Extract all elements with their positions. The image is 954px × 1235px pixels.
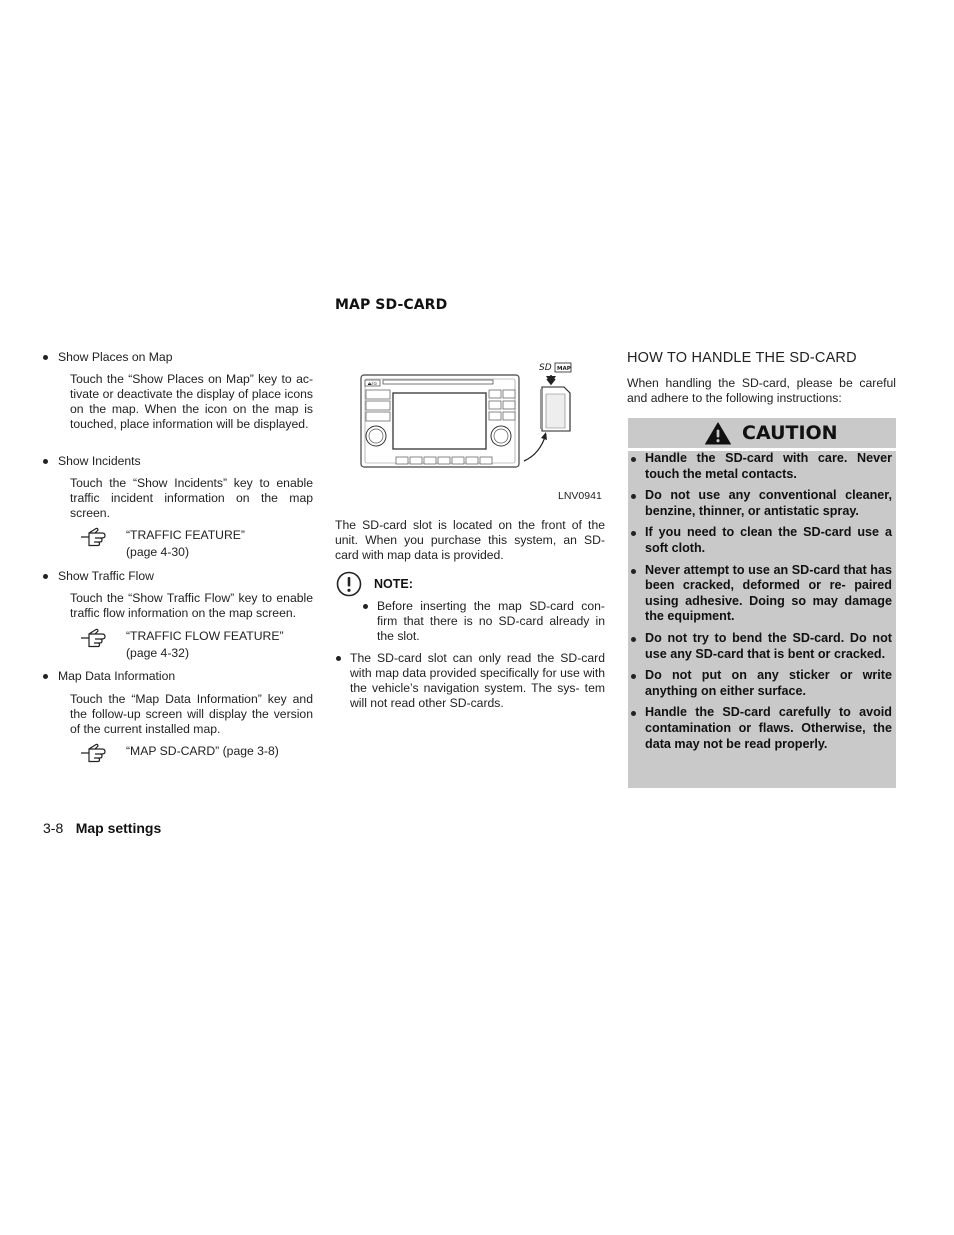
bullet-icon (631, 569, 636, 574)
sd-logo: SD (539, 363, 552, 373)
caution-text: Do not put on any sticker or write anything on either surface. (645, 668, 892, 698)
bullet-icon (631, 637, 636, 642)
sd-slot-note: The SD-card slot can only read the SD-card with map data provided specifically for use with the vehicle’s navigation system. The sys- tem will not read other SD-cards. (350, 651, 605, 710)
caution-text: Never attempt to use an SD-card that has been cracked, deformed or re- paired using adhesive. Doing so may damage the equipment. (645, 562, 892, 624)
subsection-heading: HOW TO HANDLE THE SD-CARD (627, 350, 857, 366)
caution-item (628, 525, 896, 556)
intro-paragraph: When handling the SD-card, please be careful and adhere to the following instructions: (627, 376, 896, 405)
caution-item (628, 668, 896, 699)
item-title: Show Places on Map (58, 350, 173, 364)
item-title: Map Data Information (58, 669, 176, 683)
exclamation-circle-icon (336, 571, 362, 597)
caution-item (628, 563, 896, 625)
caution-text: Handle the SD-card with care. Never touch the metal contacts. (645, 451, 892, 481)
pointing-hand-icon (80, 743, 110, 763)
map-badge: MAP (557, 366, 571, 372)
list-item (43, 350, 173, 365)
bullet-icon (631, 711, 636, 716)
bullet-icon (43, 674, 48, 679)
note-text: Before inserting the map SD-card con- firm that there is no SD-card already in the slot. (377, 599, 605, 643)
caution-text: Do not use any conventional cleaner, benzine, thinner, or antistatic spray. (645, 488, 892, 518)
reference-page: (page 4-32) (126, 646, 190, 660)
eject-button-label: ⏏/⊙ (367, 382, 378, 387)
caution-item (628, 488, 896, 519)
caution-header (628, 418, 896, 448)
pointing-hand-icon (80, 628, 110, 648)
list-item (43, 454, 141, 469)
cross-reference (126, 629, 284, 661)
item-title: Show Incidents (58, 454, 141, 468)
page-number: 3-8 (43, 820, 64, 836)
bullet-icon (43, 355, 48, 360)
note-label: NOTE: (374, 577, 413, 591)
nav-unit-illustration (358, 360, 603, 480)
caution-text: If you need to clean the SD-card use a soft cloth. (645, 525, 892, 555)
chapter-title: Map settings (75, 820, 162, 836)
section-title: MAP SD-CARD (335, 297, 448, 313)
bullet-icon (631, 531, 636, 536)
list-item (336, 651, 605, 711)
item-description: Touch the “Show Places on Map” key to ac- tivate or deactivate the display of place icons on the map. When the icon on the map is touched, place information will be displayed. (70, 372, 313, 431)
pointing-hand-icon (80, 527, 110, 547)
figure-label: LNV0941 (558, 490, 602, 502)
caution-item (628, 705, 896, 752)
reference-page: (page 4-30) (126, 545, 190, 559)
item-description: Touch the “Map Data Information” key and the follow-up screen will display the version of the current installed map. (70, 692, 313, 736)
item-description: Touch the “Show Traffic Flow” key to enable traffic flow information on the map screen. (70, 591, 313, 620)
cross-reference (126, 528, 245, 560)
bullet-icon (631, 494, 636, 499)
reference-title: “TRAFFIC FEATURE” (126, 528, 245, 542)
note-item (363, 599, 605, 644)
cross-reference: “MAP SD-CARD” (page 3-8) (126, 744, 279, 758)
item-description: Touch the “Show Incidents” key to enable traffic incident information on the map screen. (70, 476, 313, 520)
caution-text: Handle the SD-card carefully to avoid contamination or flaws. Otherwise, the data may not be read properly. (645, 705, 892, 751)
caution-title: CAUTION (742, 422, 838, 444)
bullet-icon (43, 574, 48, 579)
page-footer (43, 820, 161, 838)
bullet-icon (336, 656, 341, 661)
caution-list (628, 451, 896, 758)
list-item (43, 669, 175, 684)
bullet-icon (363, 604, 368, 609)
caution-item (628, 451, 896, 482)
bullet-icon (631, 457, 636, 462)
sd-slot-paragraph: The SD-card slot is located on the front of the unit. When you purchase this system, an SD- card with map data is provided. (335, 518, 605, 562)
caution-text: Do not try to bend the SD-card. Do not use any SD-card that is bent or cracked. (645, 630, 892, 661)
list-item (43, 569, 154, 584)
warning-triangle-icon (703, 421, 733, 446)
reference-title: “TRAFFIC FLOW FEATURE” (126, 629, 284, 643)
bullet-icon (43, 459, 48, 464)
item-title: Show Traffic Flow (58, 569, 154, 583)
caution-item (628, 631, 896, 662)
bullet-icon (631, 674, 636, 679)
